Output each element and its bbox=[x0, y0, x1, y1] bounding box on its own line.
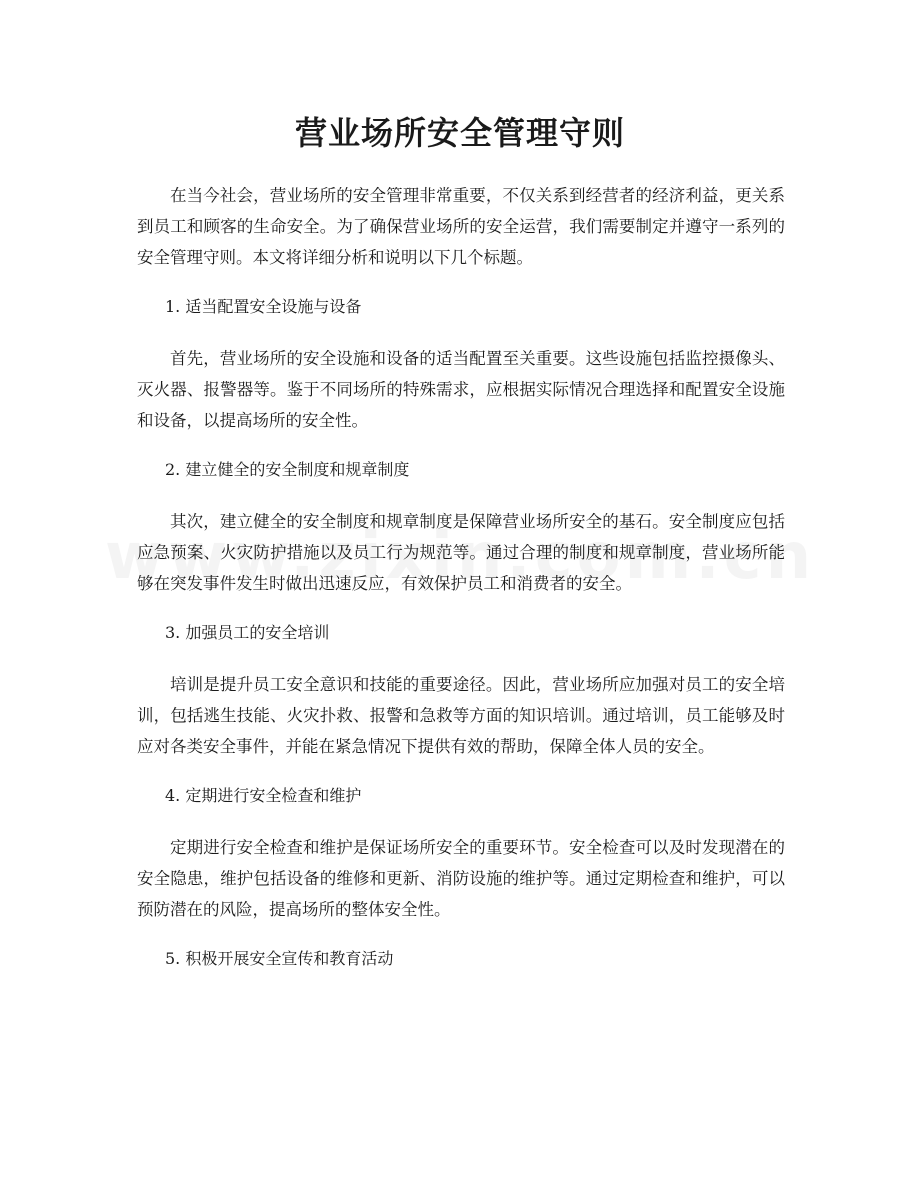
section-heading-4: 4. 定期进行安全检查和维护 bbox=[165, 786, 362, 805]
document-body bbox=[137, 180, 785, 995]
section-paragraph-4: 定期进行安全检查和维护是保证场所安全的重要环节。安全检查可以及时发现潜在的安全隐患，维护包括设备的维修和更新、消防设施的维护等。通过定期检查和维护，可以预防潜在的风险，提高场所的整体安全性。 bbox=[137, 838, 785, 919]
section-heading-1: 1. 适当配置安全设施与设备 bbox=[165, 297, 362, 316]
section-paragraph-1: 首先，营业场所的安全设施和设备的适当配置至关重要。这些设施包括监控摄像头、灭火器、报警器等。鉴于不同场所的特殊需求，应根据实际情况合理选择和配置安全设施和设备，以提高场所的安全性。 bbox=[137, 349, 785, 430]
intro-paragraph: 在当今社会，营业场所的安全管理非常重要，不仅关系到经营者的经济利益，更关系到员工和顾客的生命安全。为了确保营业场所的安全运营，我们需要制定并遵守一系列的安全管理守则。本文将详细分析和说明以下几个标题。 bbox=[137, 186, 785, 267]
section-heading-2: 2. 建立健全的安全制度和规章制度 bbox=[165, 460, 410, 479]
page-title: 营业场所安全管理守则 bbox=[294, 114, 625, 152]
section-heading-3: 3. 加强员工的安全培训 bbox=[165, 623, 330, 642]
section-heading-5: 5. 积极开展安全宣传和教育活动 bbox=[165, 949, 394, 968]
section-paragraph-3: 培训是提升员工安全意识和技能的重要途径。因此，营业场所应加强对员工的安全培训，包括逃生技能、火灾扑救、报警和急救等方面的知识培训。通过培训，员工能够及时应对各类安全事件，并能在紧急情况下提供有效的帮助，保障全体人员的安全。 bbox=[137, 675, 785, 756]
section-paragraph-2: 其次，建立健全的安全制度和规章制度是保障营业场所安全的基石。安全制度应包括应急预案、火灾防护措施以及员工行为规范等。通过合理的制度和规章制度，营业场所能够在突发事件发生时做出迅速反应，有效保护员工和消费者的安全。 bbox=[137, 512, 785, 593]
